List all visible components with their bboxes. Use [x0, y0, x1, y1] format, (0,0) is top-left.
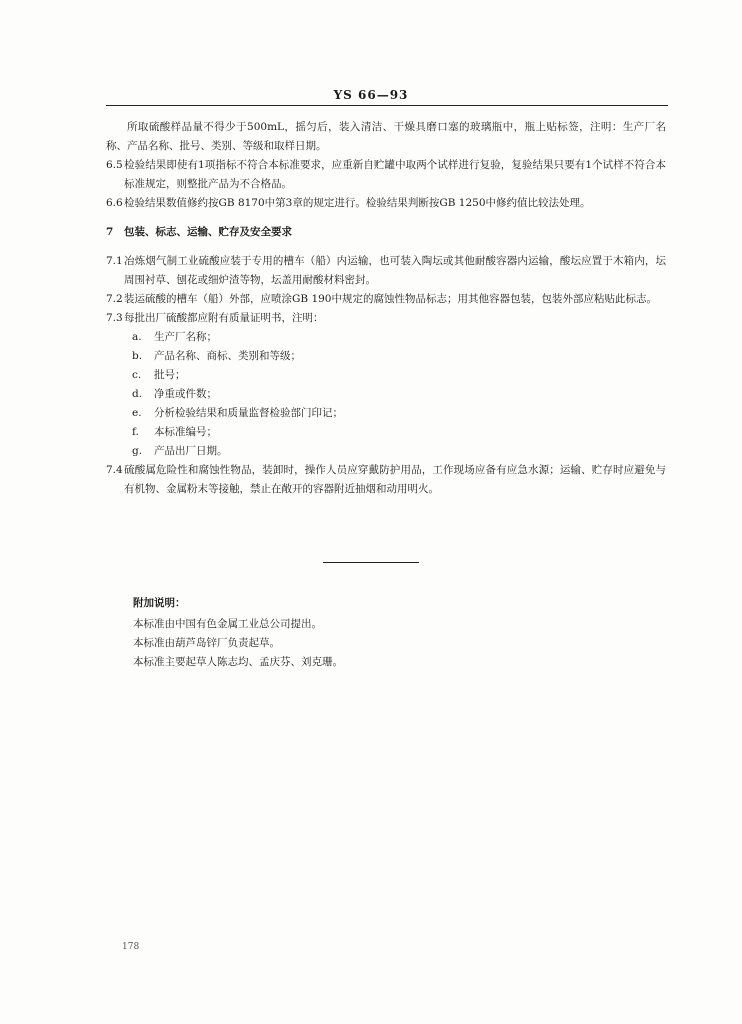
end-of-text-rule	[323, 562, 419, 563]
page-number: 178	[122, 942, 140, 952]
list-item-label: b.	[132, 350, 143, 362]
clause-number: 7.3	[106, 312, 123, 324]
list-item-label: e.	[132, 407, 142, 419]
list-item	[132, 347, 666, 366]
clause-text: 冶炼烟气制工业硫酸应装于专用的槽车（船）内运输，也可装入陶坛或其他耐酸容器内运输，酸坛应置于木箱内，坛周围衬草、刨花或细炉渣等物，坛盖用耐酸材料密封。	[124, 255, 666, 286]
clause-text: 每批出厂硫酸都应附有质量证明书，注明：	[124, 312, 324, 324]
clause-number: 7.4	[106, 464, 123, 476]
list-item-text: 产品出厂日期。	[154, 445, 228, 457]
list-item-text: 净重或件数；	[154, 388, 217, 400]
clause-text: 装运硫酸的槽车（船）外部，应喷涂GB 190中规定的腐蚀性物品标志；用其他容器包装，包装外部应粘贴此标志。	[124, 293, 657, 305]
paragraph-sampling: 所取硫酸样品量不得少于500mL，摇匀后，装入清洁、干燥具磨口塞的玻璃瓶中，瓶上贴标签，注明：生产厂名称、产品名称、批号、类别、等级和取样日期。	[106, 121, 666, 152]
list-item-label: c.	[132, 369, 142, 381]
list-item-label: g.	[132, 445, 143, 457]
clause-7-1	[106, 252, 666, 290]
list-item-label: f.	[132, 426, 139, 438]
clause-number: 6.5	[106, 159, 123, 171]
list-item	[132, 366, 666, 385]
section-7-heading	[106, 223, 666, 242]
clause-6-6	[106, 194, 666, 213]
clause-6-5	[106, 156, 666, 194]
list-item	[132, 328, 666, 347]
list-item-label: a.	[132, 331, 142, 343]
clause-7-3	[106, 309, 666, 328]
document-body	[106, 118, 666, 499]
clause-7-4	[106, 461, 666, 499]
list-item-text: 批号；	[154, 369, 186, 381]
clause-number: 6.6	[106, 197, 123, 209]
list-item	[132, 385, 666, 404]
notes-title: 附加说明：	[133, 597, 186, 609]
notes-line: 本标准由葫芦岛锌厂负责起草。	[133, 637, 280, 649]
clause-number: 7.1	[106, 255, 123, 267]
list-item-text: 本标准编号；	[154, 426, 217, 438]
section-title: 包装、标志、运输、贮存及安全要求	[124, 226, 292, 238]
additional-notes	[133, 594, 553, 672]
standard-code-header: YS 66—93	[333, 88, 409, 102]
clause-7-2	[106, 290, 666, 309]
clause-text: 硫酸属危险性和腐蚀性物品，装卸时，操作人员应穿戴防护用品，工作现场应备有应急水源；运输、贮存时应避免与有机物、金属粉末等接触，禁止在敞开的容器附近抽烟和动用明火。	[124, 464, 666, 495]
certificate-items-list	[106, 328, 666, 461]
list-item-text: 分析检验结果和质量监督检验部门印记；	[154, 407, 343, 419]
list-item	[132, 442, 666, 461]
notes-line: 本标准主要起草人陈志均、孟庆芬、刘克珊。	[133, 656, 343, 668]
list-item-text: 产品名称、商标、类别和等级；	[154, 350, 301, 362]
section-number: 7	[106, 226, 114, 238]
clause-text: 检验结果即使有1项指标不符合本标准要求，应重新自贮罐中取两个试样进行复验，复验结果只要有1个试样不符合本标准规定，则整批产品为不合格品。	[124, 159, 666, 190]
clause-number: 7.2	[106, 293, 123, 305]
notes-line: 本标准由中国有色金属工业总公司提出。	[133, 618, 322, 630]
list-item-text: 生产厂名称；	[154, 331, 217, 343]
list-item	[132, 423, 666, 442]
list-item-label: d.	[132, 388, 143, 400]
list-item	[132, 404, 666, 423]
header-rule	[106, 105, 668, 106]
clause-text: 检验结果数值修约按GB 8170中第3章的规定进行。检验结果判断按GB 1250中修约值比较法处理。	[124, 197, 591, 209]
